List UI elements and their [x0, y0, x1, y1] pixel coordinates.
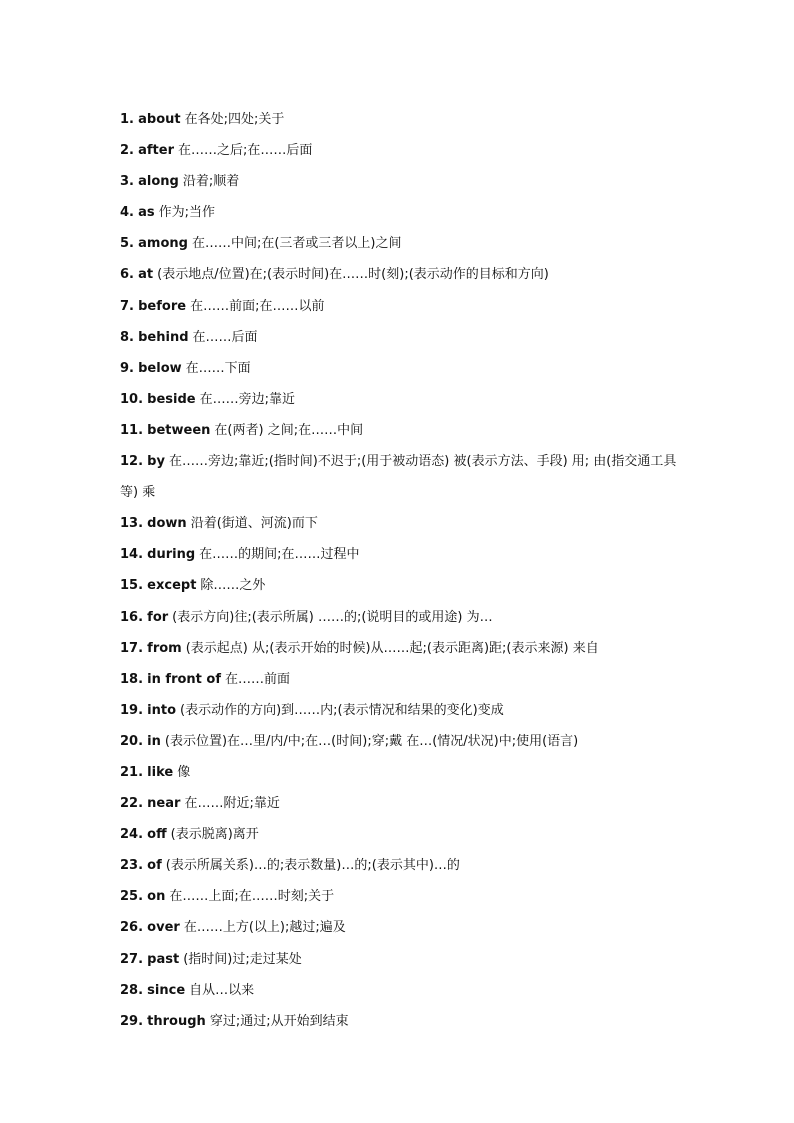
entry-meaning: 在……下面 [185, 360, 251, 376]
entry-meaning: 在……上面;在……时刻;关于 [169, 889, 335, 905]
entry-meaning: (表示方向)往;(表示所属) ……的;(说明目的或用途) 为… [172, 609, 493, 625]
list-item [120, 322, 694, 353]
list-item [120, 912, 694, 943]
entry-number: 2. [120, 143, 134, 159]
entry-meaning: 在……后面 [192, 329, 258, 345]
entry-number: 1. [120, 112, 134, 127]
list-item [120, 664, 694, 695]
entry-number: 4. [120, 205, 134, 221]
entry-word: between [147, 422, 211, 438]
entry-meaning: 作为;当作 [158, 205, 216, 221]
entry-word: on [147, 889, 166, 905]
entry-word: through [147, 1013, 206, 1029]
entry-meaning: 在……的期间;在……过程中 [199, 547, 360, 563]
entry-meaning: (表示位置)在…里/内/中;在…(时间);穿;戴 在…(情况/状况)中;使用(语言) [164, 733, 579, 749]
entry-meaning: 在各处;四处;关于 [184, 112, 285, 127]
list-item [120, 166, 694, 197]
entry-number: 23. [120, 858, 144, 874]
entry-number: 21. [120, 764, 144, 780]
entry-word: past [147, 951, 180, 967]
entry-number: 3. [120, 174, 134, 190]
entry-meaning: 在……中间;在(三者或三者以上)之间 [191, 236, 402, 252]
entry-number: 15. [120, 578, 144, 594]
entry-word: into [147, 702, 177, 718]
entry-meaning: 在……前面 [225, 671, 291, 687]
list-item [120, 757, 694, 788]
list-item [120, 850, 694, 881]
entry-meaning: 自从…以来 [189, 982, 255, 998]
entry-number: 9. [120, 360, 134, 376]
entry-meaning: (表示所属关系)…的;表示数量)…的;(表示其中)…的 [165, 858, 460, 874]
entry-word: in front of [147, 671, 221, 687]
entry-word: below [138, 360, 182, 376]
entry-number: 26. [120, 920, 144, 936]
entry-number: 19. [120, 702, 144, 718]
entry-meaning: 穿过;通过;从开始到结束 [209, 1013, 349, 1029]
list-item [120, 384, 694, 415]
list-item [120, 788, 694, 819]
list-item [120, 570, 694, 601]
entry-meaning: 除……之外 [200, 578, 266, 594]
entry-number: 25. [120, 889, 144, 905]
list-item [120, 291, 694, 322]
entry-number: 28. [120, 982, 144, 998]
entry-number: 24. [120, 827, 144, 843]
entry-meaning: (表示地点/位置)在;(表示时间)在……时(刻);(表示动作的目标和方向) [157, 267, 549, 283]
entry-meaning: (指时间)过;走过某处 [183, 951, 302, 967]
list-item [120, 135, 694, 166]
entry-number: 18. [120, 671, 144, 687]
list-item [120, 695, 694, 726]
entry-container [120, 104, 694, 1037]
entry-number: 5. [120, 236, 134, 252]
list-item [120, 228, 694, 259]
entry-word: since [147, 982, 186, 998]
entry-number: 8. [120, 329, 134, 345]
entry-number: 11. [120, 422, 144, 438]
list-item [120, 508, 694, 539]
entry-word: along [138, 174, 179, 190]
entry-word: behind [138, 329, 189, 345]
entry-number: 17. [120, 640, 144, 656]
entry-number: 29. [120, 1013, 144, 1029]
entry-number: 27. [120, 951, 144, 967]
list-item [120, 1006, 694, 1037]
list-item [120, 446, 694, 508]
entry-word: for [147, 609, 169, 625]
list-item [120, 975, 694, 1006]
entry-word: at [138, 267, 154, 283]
entry-number: 20. [120, 733, 144, 749]
list-item [120, 259, 694, 290]
list-item [120, 197, 694, 228]
entry-word: before [138, 298, 187, 314]
entry-number: 6. [120, 267, 134, 283]
entry-word: over [147, 920, 180, 936]
entry-word: off [147, 827, 167, 843]
entry-word: down [147, 516, 187, 532]
entry-word: near [147, 796, 181, 812]
entry-number: 16. [120, 609, 144, 625]
entry-meaning: 在(两者) 之间;在……中间 [214, 422, 364, 438]
list-item [120, 819, 694, 850]
entry-word: among [138, 236, 188, 252]
list-item [120, 353, 694, 384]
entry-word: like [147, 764, 174, 780]
entry-word: during [147, 547, 196, 563]
entry-number: 7. [120, 298, 134, 314]
entry-meaning: 在……旁边;靠近;(指时间)不迟于;(用于被动语态) 被(表示方法、手段) 用; 由(指交通工具等) 乘 [120, 454, 677, 501]
entry-meaning: 在……上方(以上);越过;遍及 [183, 920, 346, 936]
list-item [120, 104, 694, 135]
entry-word: beside [147, 391, 196, 407]
entry-number: 12. [120, 454, 144, 470]
entry-meaning: 像 [177, 764, 191, 780]
entry-meaning: 沿着(街道、河流)而下 [190, 516, 318, 532]
entry-number: 14. [120, 547, 144, 563]
entry-meaning: 在……前面;在……以前 [190, 298, 325, 314]
list-item [120, 726, 694, 757]
entry-meaning: (表示动作的方向)到……内;(表示情况和结果的变化)变成 [180, 702, 504, 718]
list-item [120, 944, 694, 975]
list-item [120, 881, 694, 912]
list-item [120, 602, 694, 633]
entry-word: by [147, 454, 165, 470]
entry-meaning: 在……之后;在……后面 [178, 143, 313, 159]
entry-number: 13. [120, 516, 144, 532]
vocabulary-list [120, 104, 694, 1037]
entry-word: about [138, 112, 181, 127]
entry-number: 22. [120, 796, 144, 812]
entry-word: except [147, 578, 197, 594]
list-item [120, 415, 694, 446]
entry-meaning: 沿着;顺着 [182, 174, 240, 190]
entry-meaning: 在……附近;靠近 [184, 796, 280, 812]
entry-meaning: (表示起点) 从;(表示开始的时候)从……起;(表示距离)距;(表示来源) 来自 [185, 640, 599, 656]
entry-word: as [138, 205, 155, 221]
entry-meaning: 在……旁边;靠近 [199, 391, 296, 407]
entry-meaning: (表示脱离)离开 [170, 827, 259, 843]
list-item [120, 633, 694, 664]
entry-word: from [147, 640, 182, 656]
entry-word: in [147, 733, 161, 749]
entry-number: 10. [120, 391, 144, 407]
list-item [120, 539, 694, 570]
entry-word: of [147, 858, 162, 874]
entry-word: after [138, 143, 174, 159]
